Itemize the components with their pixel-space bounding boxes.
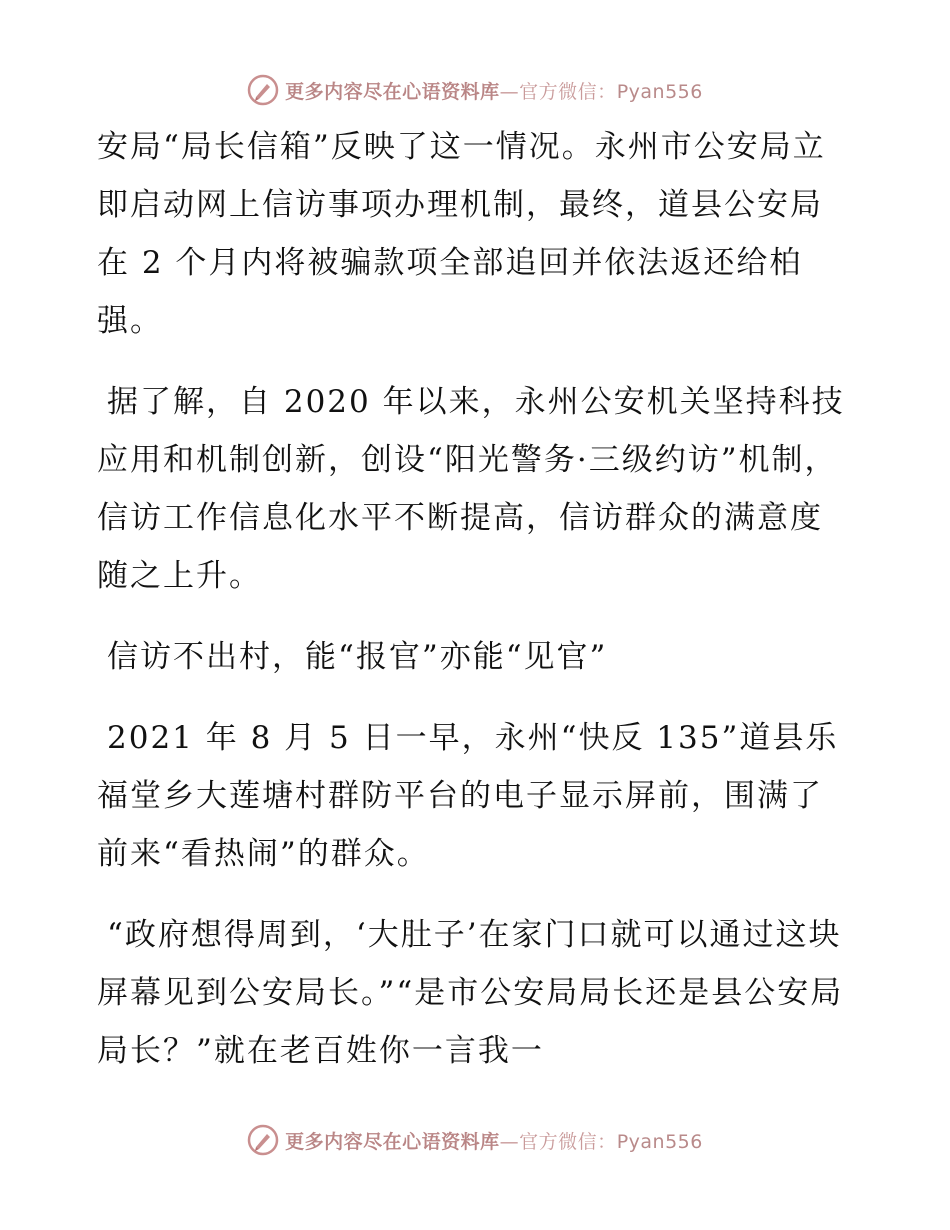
footer-watermark: [0, 1120, 950, 1160]
watermark-text: 更多内容尽在心语资料库—官方微信：Pyan556: [285, 1130, 703, 1153]
pen-logo-icon: [247, 1124, 279, 1156]
paragraph: “政府想得周到，‘大肚子’在家门口就可以通过这块屏幕见到公安局长。”“是市公安局局长还是县公安局局长？”就在老百姓你一言我一: [97, 917, 844, 1069]
pen-logo-icon: [247, 74, 279, 106]
paragraph: 据了解，自 2020 年以来，永州公安机关坚持科技应用和机制创新，创设“阳光警务·三级约访”机制，信访工作信息化水平不断提高，信访群众的满意度随之上升。: [97, 384, 845, 594]
watermark-text: 更多内容尽在心语资料库—官方微信：Pyan556: [285, 80, 703, 103]
paragraph: 2021 年 8 月 5 日一早，永州“快反 135”道县乐福堂乡大莲塘村群防平台的电子显示屏前，围满了前来“看热闹”的群众。: [97, 720, 839, 872]
paragraph: 安局“局长信箱”反映了这一情况。永州市公安局立即启动网上信访事项办理机制，最终，道县公安局在 2 个月内将被骗款项全部追回并依法返还给柏强。: [97, 129, 826, 339]
section-heading: 信访不出村，能“报官”亦能“见官”: [107, 639, 608, 675]
document-body: [97, 118, 849, 1103]
header-watermark: [0, 70, 950, 110]
